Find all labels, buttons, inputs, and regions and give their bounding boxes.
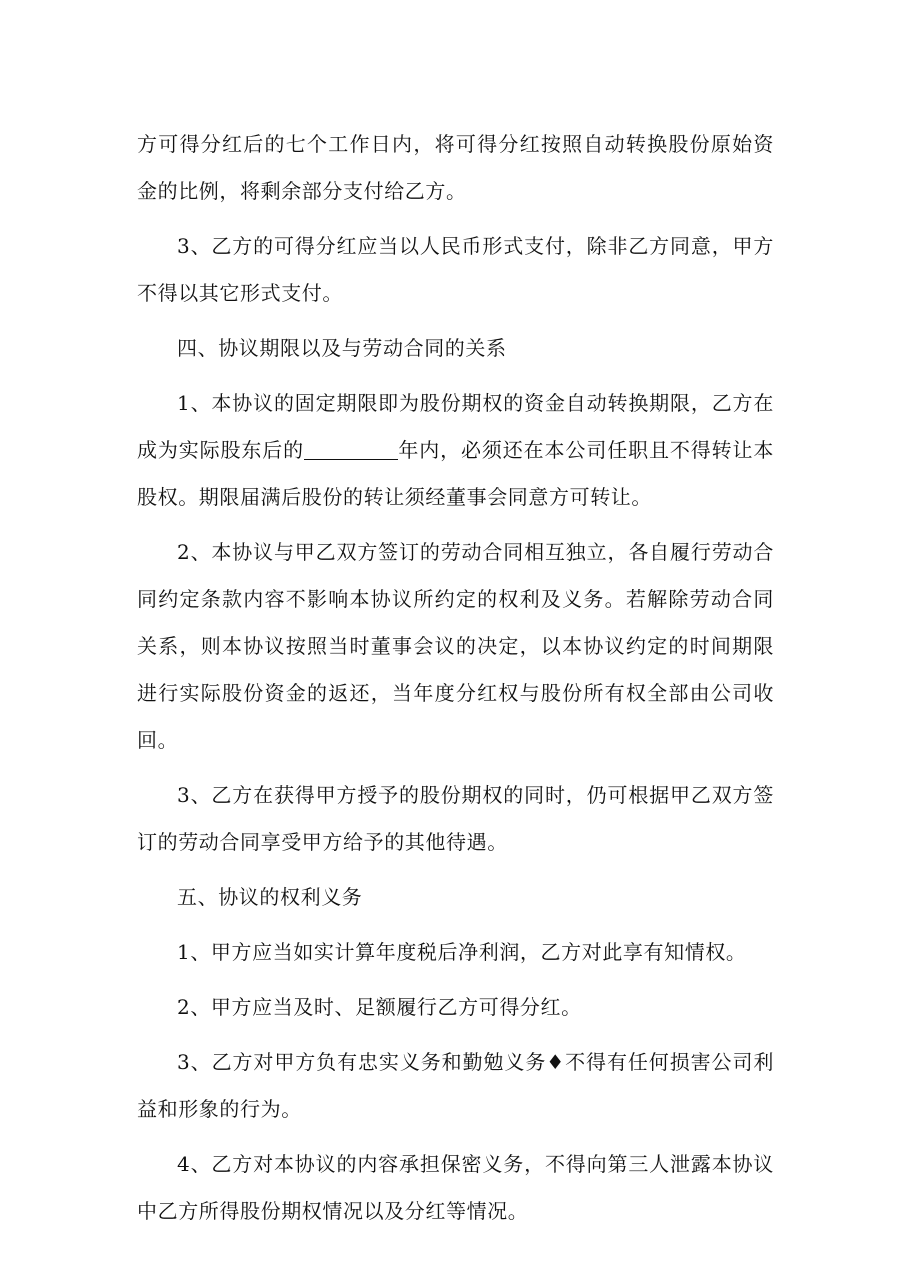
years-blank-field <box>304 441 398 460</box>
paragraph-right-to-know: 1、甲方应当如实计算年度税后净利润，乙方对此享有知情权。 <box>177 940 747 964</box>
fixed-term-text-after: 年内，必须还在本公司任职且不得转让本股权。期限届满后股份的转让须经董事会同意方可转让。 <box>137 438 774 509</box>
paragraph-other-benefits: 3、乙方在获得甲方授予的股份期权的同时，仍可根据甲乙双方签订的劳动合同享受甲方给予的其他待遇。 <box>137 783 774 854</box>
paragraph-confidentiality: 4、乙方对本协议的内容承担保密义务，不得向第三人泄露本协议中乙方所得股份期权情况以及分红等情况。 <box>137 1152 774 1223</box>
paragraph-timely-dividend: 2、甲方应当及时、足额履行乙方可得分红。 <box>177 995 582 1019</box>
section-heading-term-and-labor-contract: 四、协议期限以及与劳动合同的关系 <box>177 336 507 360</box>
paragraph-dividend-payment-continued: 方可得分红后的七个工作日内，将可得分红按照自动转换股份原始资金的比例，将剩余部分支付给乙方。 <box>137 132 774 203</box>
paragraph-rmb-payment: 3、乙方的可得分红应当以人民币形式支付，除非乙方同意，甲方不得以其它形式支付。 <box>137 234 774 305</box>
paragraph-fixed-term <box>137 380 774 521</box>
document-page <box>137 121 774 1243</box>
paragraph-independent-labor-contract: 2、本协议与甲乙双方签订的劳动合同相互独立，各自履行劳动合同约定条款内容不影响本协议所约定的权利及义务。若解除劳动合同关系，则本协议按照当时董事会议的决定，以本协议约定的时间期限进行实际股份资金的返还，当年度分红权与股份所有权全部由公司收回。 <box>137 540 774 752</box>
fixed-term-text-before: 1、本协议的固定期限即为股份期权的资金自动转换期限，乙方在成为实际股东后的 <box>137 391 774 462</box>
paragraph-loyalty-obligation: 3、乙方对甲方负有忠实义务和勤勉义务♦不得有任何损害公司利益和形象的行为。 <box>137 1050 774 1121</box>
section-heading-rights-and-obligations: 五、协议的权利义务 <box>177 885 363 909</box>
